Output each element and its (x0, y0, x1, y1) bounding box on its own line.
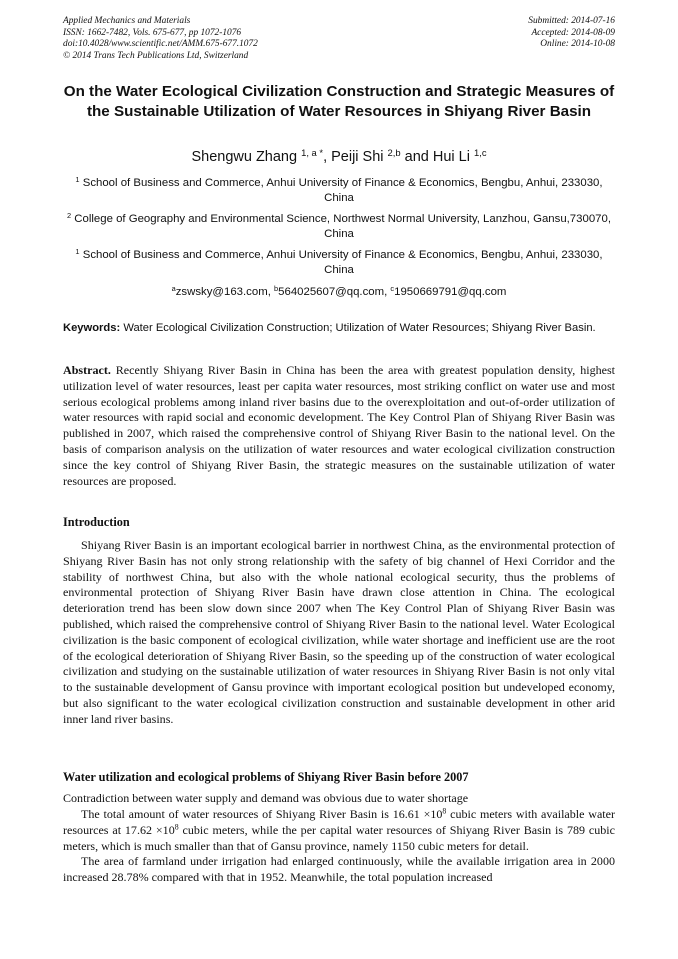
email-sup: b (274, 283, 279, 293)
author-name: Shengwu Zhang (191, 149, 298, 165)
affiliation (63, 248, 615, 277)
abstract (63, 363, 615, 489)
author-name: Peiji Shi (331, 149, 384, 165)
email-line (63, 285, 615, 299)
exponent: 8 (174, 822, 179, 832)
accepted-date: Accepted: 2014-08-09 (531, 27, 615, 38)
author-name: Hui Li (432, 149, 470, 165)
keywords-label: Keywords: (63, 322, 121, 334)
copyright-line: © 2014 Trans Tech Publications Ltd, Switzerland (63, 50, 249, 61)
affiliation-sup: 1 (75, 246, 80, 256)
affiliation-sup: 2 (66, 210, 72, 220)
journal-info (63, 16, 258, 62)
exponent: 8 (442, 806, 447, 816)
affiliation-sup: 1 (75, 174, 80, 184)
paragraph-text: cubic meters, while the per capital water resources of Shiyang River Basin is 789 cubic meters, which is much smaller than that of Gansu province, namely 1150 cubic meters for detail. (63, 822, 615, 853)
author-sup: 1, a * (301, 146, 324, 158)
paragraph-text: The total amount of water resources of Shiyang River Basin is 16.61 ×10 (81, 807, 443, 821)
section-heading-introduction: Introduction (63, 515, 130, 529)
affiliation-text: School of Business and Commerce, Anhui University of Finance & Economics, Bengbu, Anhui, 233030, China (82, 177, 603, 204)
submitted-date: Submitted: 2014-07-16 (528, 16, 615, 26)
author-line (63, 148, 615, 166)
affiliation (63, 176, 615, 205)
introduction-body (63, 538, 615, 728)
doi-line: doi:10.4028/www.scientific.net/AMM.675-677.1072 (63, 39, 258, 50)
section2-paragraph (63, 807, 615, 854)
section-heading-water-utilization: Water utilization and ecological problems of Shiyang River Basin before 2007 (63, 770, 469, 784)
section2-body (63, 807, 615, 886)
abstract-text: Recently Shiyang River Basin in China has been the area with greatest population density, highest utilization level of water resources, least per capita water resources, most striking conflict on water use and most serious ecological problems among inland river basins due to the overexploitation and out-of-order utilization of water resources with rapid social and economic development. The Key Control Plan of Shiyang River Basin was published in 2007, which raised the comprehensive control of Shiyang River Basin to the national level. On the basis of comparison analysis on the utilization of water resources and water ecological civilization construction since the key control of Shiyang River Basin, the strategic measures on the sustainable utilization of water resources are proposed. (63, 363, 616, 488)
paper-title: On the Water Ecological Civilization Construction and Strategic Measures of the Sustainable Utilization of Water Resources in Shiyang River Basin (63, 83, 615, 120)
paragraph-text: cubic meters with available water resources at 17.62 ×10 (63, 807, 616, 837)
email-address[interactable]: 1950669791@qq.com (394, 286, 507, 298)
email-address[interactable]: zswsky@163.com, (175, 286, 275, 298)
issn-line: ISSN: 1662-7482, Vols. 675-677, pp 1072-1076 (63, 27, 242, 38)
keywords-text: Water Ecological Civilization Construction; Utilization of Water Resources; Shiyang River Basin. (123, 322, 596, 334)
online-date: Online: 2014-10-08 (540, 39, 615, 50)
affiliation-text: College of Geography and Environmental Science, Northwest Normal University, Lanzhou, Gansu,730070, China (74, 213, 611, 240)
keywords (63, 321, 615, 335)
email-sup: a (171, 283, 176, 293)
author-sup: 2,b (387, 146, 401, 158)
email-sup: c (390, 283, 395, 293)
section2-paragraph: The area of farmland under irrigation had enlarged continuously, while the available irrigation area in 2000 increased 28.78% compared with that in 1952. Meanwhile, the total population increased (63, 854, 615, 885)
author-sup: 1,c (473, 146, 487, 158)
abstract-label: Abstract. (63, 363, 111, 377)
affiliation (63, 212, 615, 241)
affiliation-text: School of Business and Commerce, Anhui University of Finance & Economics, Bengbu, Anhui, 233030, China (82, 249, 603, 276)
dates-info (528, 16, 615, 51)
email-address[interactable]: 564025607@qq.com, (278, 286, 391, 298)
introduction-paragraph: Shiyang River Basin is an important ecological barrier in northwest China, as the environmental protection of Shiyang River Basin has not only strong relationship with the safety of big channel of Hexi Corridor and the stability of northwest China, but also with the whole national ecological security, thus the problems of environmental protection of Shiyang River Basin have drawn close attention in China. The ecological deterioration trend has been slow down since 2007 when The Key Control Plan of Shiyang River Basin was published, which raised the comprehensive control of Shiyang River Basin to the national level. Water Ecological civilization is the basic component of ecological civilization, while water shortage and inefficient use are the root of the ecological deterioration of Shiyang River Basin, so the speeding up of the construction of water ecological civilization and studying on the sustainable utilization of water resources in Shiyang River Basin is not only vital to the sustainable development of Gansu province with important ecological position but undeveloped economy, but also significant to the water ecological civilization construction and sustainable development in other arid inner land river basins. (63, 538, 615, 726)
author-separator: and (400, 149, 433, 165)
journal-name: Applied Mechanics and Materials (63, 16, 191, 26)
subsection-heading: Contradiction between water supply and demand was obvious due to water shortage (63, 791, 469, 805)
author-separator: , (323, 149, 332, 165)
